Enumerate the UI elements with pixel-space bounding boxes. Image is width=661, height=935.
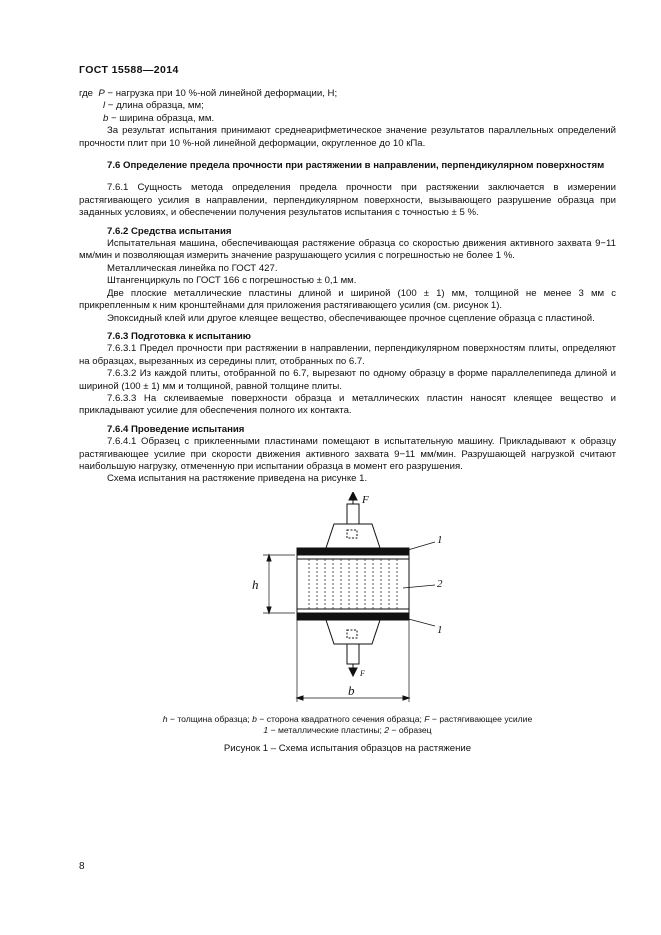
where-text-l: − длина образца, мм; (105, 100, 204, 112)
label-h: h (252, 576, 259, 592)
where-text-P: − нагрузка при 10 %-ной линейной деформации, Н; (104, 88, 338, 99)
paragraph-7-6-4-1: 7.6.4.1 Образец с приклеенными пластинами помещают в испытательную машину. Прикладывают к образцу растягивающее усилие при скорости движения активного захвата 9−11 мм/мин. Разрушающей нагрузкой считают наибольшую нагрузку, отмеченную при испытании образца в момент его разрушения. (79, 436, 616, 472)
paragraph-scheme-reference: Схема испытания на растяжение приведена на рисунке 1. (107, 473, 368, 485)
paragraph-7-6-2-e: Эпоксидный клей или другое клеящее вещество, обеспечивающее прочное сцепление образца с пластиной. (107, 312, 595, 324)
bottom-rod (347, 644, 359, 664)
page-content (79, 88, 616, 755)
where-text-b: − ширина образца, мм. (108, 112, 215, 124)
document-header: ГОСТ 15588—2014 (79, 64, 179, 76)
top-rod (347, 504, 359, 524)
tensile-test-scheme (79, 492, 616, 714)
figure-caption: Рисунок 1 – Схема испытания образцов на растяжение (223, 742, 472, 754)
top-force-arrowhead (349, 492, 357, 500)
paragraph-7-6-1: 7.6.1 Сущность метода определения предела прочности при растяжении заключается в измерении растягивающего усилия в направлении, перпендикулярном поверхности, вызывающего разрушение образца при заданных условиях, и обеспечении получения результатов испытания с точностью ± 5 %. (79, 182, 616, 219)
label-b: b (348, 682, 355, 698)
bottom-force-arrowhead (349, 668, 357, 676)
symbol-l: l (103, 100, 106, 112)
label-1-bottom: 1 (437, 623, 443, 636)
label-2: 2 (437, 577, 443, 590)
where-line (79, 100, 616, 112)
where-line (79, 88, 616, 100)
paragraph-7-6-3-1: 7.6.3.1 Предел прочности при растяжении в направлении, перпендикулярном поверхностям плиты, определяют на образцах, вырезанных из середины плит, отобранных по 6.7. (79, 343, 616, 367)
label-F-top: F (362, 493, 369, 506)
paragraph-7-6-3-3: 7.6.3.3 На склеиваемые поверхности образца и металлических пластин наносят клеящее вещество и прикладывают усилие для обеспечения полного их контакта. (79, 392, 616, 417)
symbol-b: b (103, 112, 109, 124)
figure-legend-line-1: h − толщина образца; b − сторона квадратного сечения образца; F − растягивающее усилие (162, 713, 533, 724)
paragraph-7-6-2-a: Испытательная машина, обеспечивающая растяжение образца со скоростью движения активного захвата 9−11 мм/мин и позволяющая измерить значение разрушающего усилия с погрешностью не более 1 %. (79, 238, 616, 262)
bottom-metal-plate (297, 613, 409, 620)
label-1-top: 1 (437, 533, 443, 546)
where-line (79, 113, 616, 125)
top-metal-plate (297, 548, 409, 555)
figure-legend-line-2: 1 − металлические пластины; 2 − образец (263, 724, 432, 735)
symbol-P: P (98, 88, 105, 99)
label-F-bottom: F (360, 668, 365, 678)
figure-1 (79, 492, 616, 714)
page-number: 8 (79, 861, 85, 872)
sample (297, 555, 409, 613)
leader-line-1-bottom (401, 617, 435, 626)
paragraph-7-6-3-2: 7.6.3.2 Из каждой плиты, отобранной по 6.7, вырезают по одному образцу в форме параллелепипеда длиной и шириной (100 ± 1) мм и толщиной, равной толщине плиты. (79, 368, 616, 392)
paragraph-7-6-2-b: Металлическая линейка по ГОСТ 427. (107, 262, 278, 274)
top-bracket-hole (347, 530, 357, 538)
heading-7-6-2: 7.6.2 Средства испытания (107, 225, 232, 237)
heading-7-6-4: 7.6.4 Проведение испытания (107, 423, 245, 435)
leader-line-2 (403, 585, 435, 588)
heading-7-6-3: 7.6.3 Подготовка к испытанию (107, 330, 251, 342)
leader-line-1-top (401, 542, 435, 552)
where-prefix: где (79, 88, 94, 99)
bottom-bracket (326, 620, 380, 644)
section-title-7-6: 7.6 Определение предела прочности при растяжении в направлении, перпендикулярном поверхностям (107, 160, 605, 172)
top-bracket (326, 524, 380, 548)
paragraph-7-6-2-d: Две плоские металлические пластины длиной и шириной (100 ± 1) мм, толщиной не менее 3 мм с прикрепленным к ним кронштейнами для приложения растягивающего усилия (см. рисунок 1). (79, 287, 616, 312)
paragraph-7-6-2-c: Штангенциркуль по ГОСТ 166 с погрешностью ± 0,1 мм. (107, 275, 357, 287)
bottom-bracket-hole (347, 630, 357, 638)
result-paragraph: За результат испытания принимают среднеарифметическое значение результатов параллельных определений прочности плит при 10 %-ной линейной деформации, округленное до 10 кПа. (79, 125, 616, 149)
